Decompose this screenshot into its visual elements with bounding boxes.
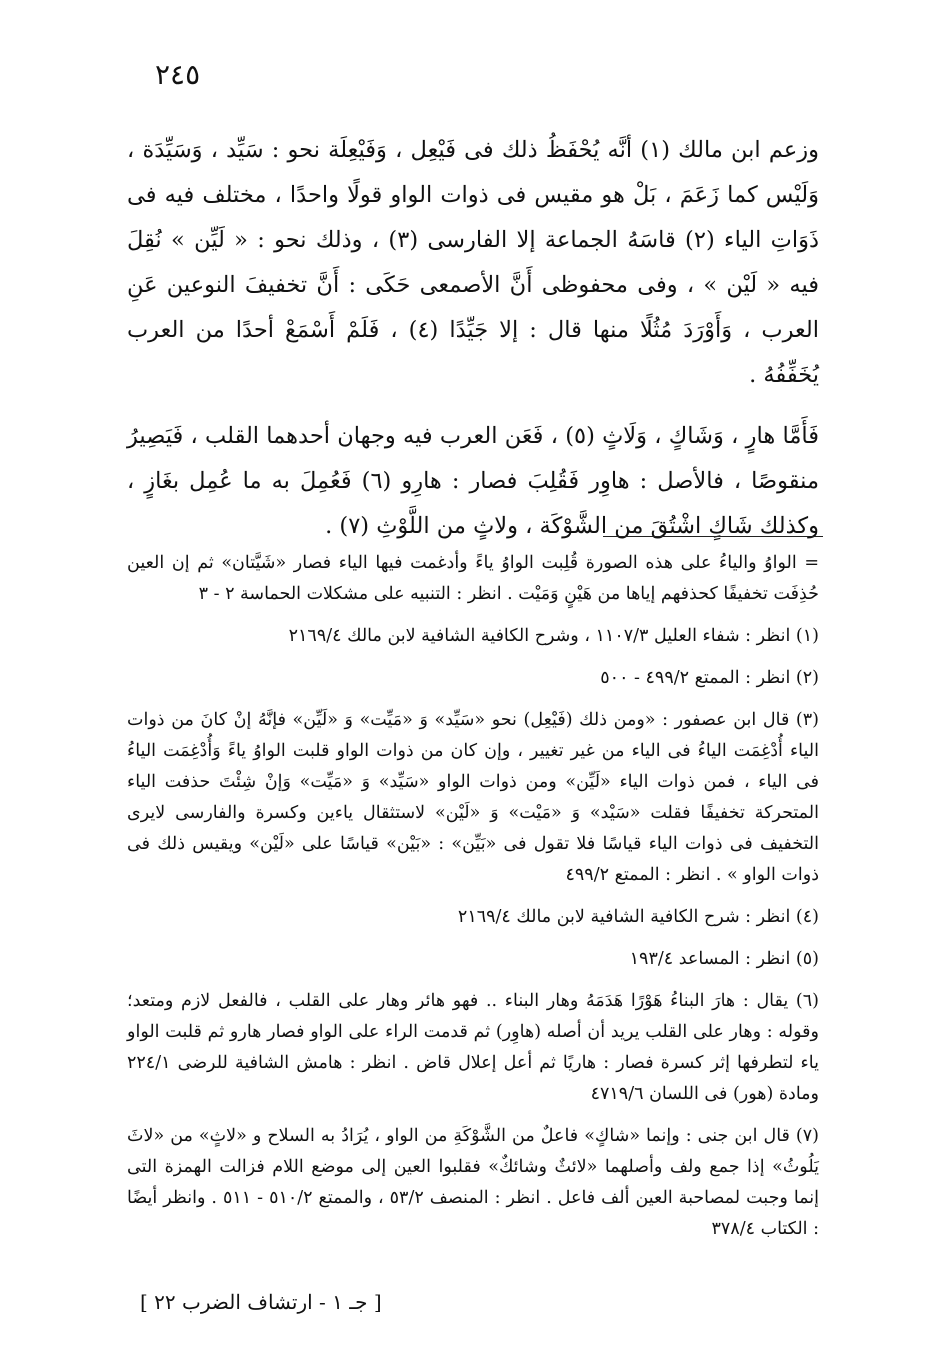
footnotes — [127, 548, 819, 1245]
main-text — [127, 128, 819, 549]
footnote-1: (١) انظر : شفاء العليل ١١٠٧/٣ ، وشرح الكافية الشافية لابن مالك ٢١٦٩/٤ — [288, 626, 819, 646]
footnote-7: (٧) قال ابن جنى : وإنما «شاكٍ» فاعلٌ من الشَّوْكَةِ من الواو ، يُرَادُ به السلاح و «لاثٍ» من «لاثَ يَلُوثُ» إذا جمع ولف وأصلهما «لائثٌ وشائكٌ» فقلبوا العين إلى موضع اللام فزالت الهمزة التى إنما وجبت لمصاحبة العين ألف فاعل . انظر : المنصف ٥٣/٢ ، والممتع ٥١٠/٢ - ٥١١ . وانظر أيضًا : الكتاب ٣٧٨/٤ — [127, 1126, 820, 1239]
footnote-6: (٦) يقال : هارَ البناءُ هَوْرًا هَدَمَهُ وهار البناء .. فهو هائر وهار على القلب ، فالفعل لازم ومتعد؛ وقوله : وهار على القلب يريد أن أصله (هاوِر) ثم قدمت الراء على الواو فصار هارو ثم قلبت الواو ياء لتطرفها إثر كسرة فصار : هاريًا ثم أعل إعلال قاض . انظر : هامش الشافية للرضى ٢٢٤/١ ومادة (هور) فى اللسان ٤٧١٩/٦ — [127, 991, 819, 1104]
footnote-5: (٥) انظر : المساعد ١٩٣/٤ — [629, 949, 819, 969]
footnote-4: (٤) انظر : شرح الكافية الشافية لابن مالك ٢١٦٩/٤ — [457, 907, 819, 927]
main-paragraph-2: فَأَمَّا هارٍ ، وَشَاكٍ ، وَلَاثٍ (٥) ، فَعَن العرب فيه وجهان أحدهما القلب ، فَيَصِيرُ منقوصًا ، فالأصل : هاوِر فَقُلِبَ فصار : هارِو (٦) فَعُمِلَ به ما عُمِل بغَازٍ ، وكذلك شَاكٍ اشْتُقَ من الشَّوْكَة ، ولاثٍ من اللَّوْثِ (٧) . — [127, 423, 819, 539]
footnote-divider — [603, 536, 823, 537]
page-footer: [ جـ ١ - ارتشاف الضرب ٢٢ ] — [140, 1290, 382, 1314]
footnote-2: (٢) انظر : الممتع ٤٩٩/٢ - ٥٠٠ — [600, 668, 819, 688]
footnote-3: (٣) قال ابن عصفور : «ومن ذلك (فَيْعِل) نحو «سَيِّد» وَ «مَيِّت» وَ «لَيِّن» فإنَّهُ إنْ كانَ من ذوات الياء أُدْغِمَت الياءُ فى الياء من غير تغيير ، وإن كان من ذوات الواو قلبت الواوُ ياءً وَأُدْغِمَت الياءُ فى الياء ، فمن ذوات الياء «لَيِّن» ومن ذوات الواو «سَيِّد» وَ «مَيِّت» وَإنْ شِئْتَ حذفت الياء المتحركة تخفيفًا فقلت «سَيْد» وَ «مَيْت» وَ «لَيْن» لاستثقال ياءين وكسرة والفارسى لايرى التخفيف فى ذوات الياء قياسًا فلا تقول فى «بَيِّن» : «بَيْن» قياسًا على «لَيْن» ويقيس ذلك فى ذوات الواو » . انظر : الممتع ٤٩٩/٢ — [127, 710, 819, 885]
main-paragraph-1: وزعم ابن مالك (١) أنَّه يُحْفَظُ ذلك فى فَيْعِل ، وَفَيْعِلَة نحو : سَيِّد ، وَسَيِّدَة ، وَلَيْس كما زَعَمَ ، بَلْ هو مقيس فى ذوات الواو قولًا واحدًا ، مختلف فيه فى ذَوَاتِ الياء (٢) قاسَهُ الجماعة إلا الفارسى (٣) ، وذلك نحو : « لَيِّن » نُقِلَ فيه « لَيْن » ، وفى محفوظى أَنَّ الأصمعى حَكَى : أَنَّ تخفيفَ النوعين عَنِ العرب ، وَأَوْرَدَ مُثُلًا منها قال : إلا جَيِّدًا (٤) ، فَلَمْ أَسْمَعْ أحدًا من العرب يُخَفِّفُهُ . — [127, 137, 819, 388]
footnote-continuation: = الواوُ والياءُ على هذه الصورة قُلِبت الواوُ ياءً وأدغمت فيها الياء فصار «شَيَّتان» ثم إن العين حُذِفَت تخفيفًا كحذفهم إياها من هَيْنٍ وَمَيْت . انظر : التنبيه على مشكلات الحماسة ٢ - ٣ — [127, 553, 819, 604]
page-number: ٢٤٥ — [155, 58, 201, 91]
